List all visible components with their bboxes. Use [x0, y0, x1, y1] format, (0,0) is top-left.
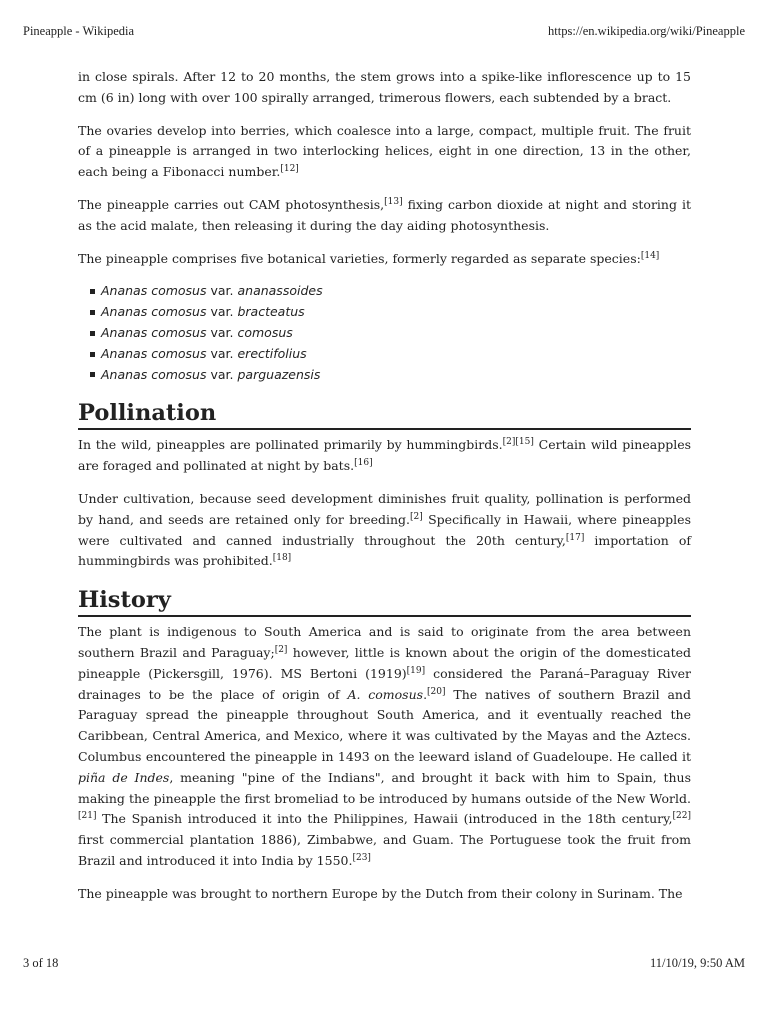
- list-item: [90, 302, 691, 323]
- variety-name: bracteatus: [237, 304, 305, 320]
- bullet-icon: [90, 289, 95, 294]
- citation-link[interactable]: [18]: [272, 553, 292, 564]
- paragraph-text: first commercial plantation 1886), Zimbabwe, and Guam. The Portuguese took the fruit from Brazil and introduced it into India by 1550.: [78, 832, 691, 868]
- print-footer-datetime: 11/10/19, 9:50 AM: [649, 956, 745, 970]
- paragraph: [78, 121, 691, 183]
- genus-name: Ananas comosus: [101, 283, 207, 299]
- paragraph: [78, 489, 691, 572]
- paragraph-text: The plant is indigenous to South America and is said to originate from the area between southern Brazil and Paraguay;: [78, 624, 691, 660]
- genus-name: Ananas comosus: [101, 324, 207, 340]
- citation-link[interactable]: [15]: [515, 437, 534, 448]
- paragraph-text: fixing carbon dioxide at night and storing it as the acid malate, then releasing it during the day aiding photosynthesis.: [78, 196, 691, 233]
- citation-link[interactable]: [16]: [354, 458, 373, 468]
- paragraph-text: considered the Paraná–Paraguay River drainages to be the place of origin of: [78, 665, 692, 702]
- citation-link[interactable]: [17]: [565, 532, 585, 543]
- paragraph: [78, 435, 691, 477]
- variety-name: erectifolius: [237, 345, 307, 361]
- article-content: [78, 67, 691, 917]
- genus-name: Ananas comosus: [101, 304, 207, 320]
- variety-name: ananassoides: [237, 283, 323, 299]
- citation-link[interactable]: [20]: [427, 686, 446, 697]
- varieties-list: [78, 281, 691, 385]
- list-item: [90, 344, 691, 365]
- paragraph-text: The pineapple carries out CAM photosynthesis,: [78, 196, 385, 212]
- paragraph-text: importation of hummingbirds was prohibited.: [78, 532, 691, 569]
- genus-name: Ananas comosus: [101, 366, 207, 382]
- section-heading-pollination: Pollination: [78, 399, 691, 430]
- variety-name: comosus: [237, 324, 293, 340]
- paragraph: The pineapple was brought to northern Europe by the Dutch from their colony in Surinam. The: [78, 885, 683, 901]
- paragraph-text: .: [423, 686, 428, 702]
- citation-link[interactable]: [13]: [384, 196, 403, 207]
- var-label: var.: [206, 345, 238, 361]
- citation-link[interactable]: [21]: [78, 811, 97, 822]
- paragraph: [78, 622, 691, 872]
- list-item: [90, 365, 691, 386]
- citation-link[interactable]: [2]: [502, 437, 516, 448]
- citation-link[interactable]: [14]: [640, 250, 660, 261]
- print-header-url: https://en.wikipedia.org/wiki/Pineapple: [548, 24, 745, 38]
- paragraph-text: Certain wild pineapples are foraged and pollinated at night by bats.: [78, 437, 692, 474]
- print-footer-page: 3 of 18: [23, 956, 59, 970]
- paragraph: [78, 249, 691, 270]
- bullet-icon: [90, 352, 95, 357]
- foreign-term: piña de Indes: [78, 769, 170, 785]
- paragraph-text: The Spanish introduced it into the Philippines, Hawaii (introduced in the 18th century,: [96, 811, 673, 827]
- citation-link[interactable]: [19]: [406, 665, 426, 676]
- paragraph: in close spirals. After 12 to 20 months, the stem grows into a spike-like inflorescence up to 15 cm (6 in) long with over 100 spirally arranged, trimerous flowers, each subtended by a bract.: [78, 69, 691, 105]
- paragraph-text: The ovaries develop into berries, which coalesce into a large, compact, multiple fruit. The fruit of a pineapple is arranged in two interlocking helices, eight in one direction, 13 in the other, each being a Fibonacci number.: [78, 122, 691, 180]
- paragraph-text: however, little is known about the origin of the domesticated pineapple (Pickersgill, 1976). MS Bertoni (1919): [78, 644, 691, 681]
- list-item: [90, 281, 691, 302]
- var-label: var.: [206, 283, 238, 299]
- paragraph-text: In the wild, pineapples are pollinated primarily by hummingbirds.: [78, 437, 503, 453]
- paragraph-text: Specifically in Hawaii, where pineapples were cultivated and canned industrially throughout the 20th century,: [78, 511, 691, 548]
- paragraph-text: , meaning "pine of the Indians", and brought it back with him to Spain, thus making the pineapple the first bromeliad to be introduced by humans outside of the New World.: [78, 769, 691, 806]
- citation-link[interactable]: [23]: [352, 852, 371, 863]
- bullet-icon: [90, 310, 95, 315]
- paragraph-text: The pineapple comprises five botanical varieties, formerly regarded as separate species:: [78, 250, 641, 266]
- bullet-icon: [90, 372, 95, 377]
- var-label: var.: [206, 304, 238, 320]
- citation-link[interactable]: [22]: [672, 811, 691, 822]
- species-name: A. comosus: [347, 686, 424, 702]
- paragraph-text: The natives of southern Brazil and Paraguay spread the pineapple throughout South America, and it eventually reached the Caribbean, Central America, and Mexico, where it was cultivated by the Mayas and the Aztecs. Columbus encountered the pineapple in 1493 on the leeward island of Guadeloupe. He called it: [78, 686, 691, 764]
- paragraph: [78, 195, 691, 237]
- citation-link[interactable]: [12]: [280, 164, 299, 175]
- list-item: [90, 323, 691, 344]
- bullet-icon: [90, 331, 95, 336]
- variety-name: parguazensis: [237, 366, 321, 382]
- print-header-title: Pineapple - Wikipedia: [23, 24, 135, 38]
- var-label: var.: [206, 324, 238, 340]
- citation-link[interactable]: [2]: [274, 644, 288, 655]
- section-heading-history: History: [78, 586, 691, 617]
- var-label: var.: [206, 366, 238, 382]
- citation-link[interactable]: [2]: [410, 511, 423, 522]
- genus-name: Ananas comosus: [101, 345, 207, 361]
- paragraph-text: Under cultivation, because seed development diminishes fruit quality, pollination is performed by hand, and seeds are retained only for breeding.: [78, 490, 691, 527]
